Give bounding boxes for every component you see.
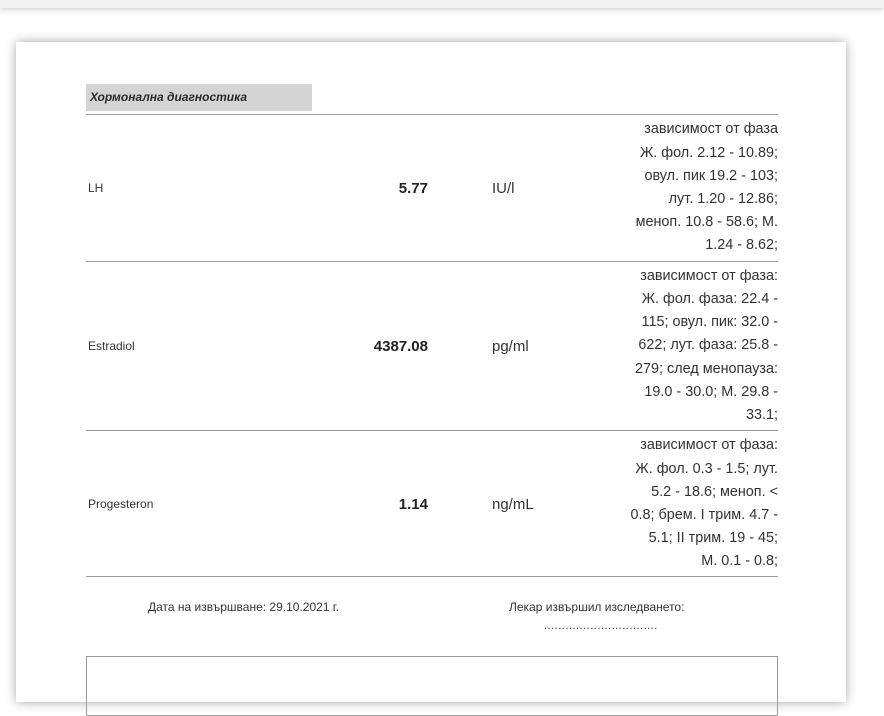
section-title: Хормонална диагностика — [86, 84, 312, 111]
reference-line: зависимост от фаза: — [640, 267, 778, 284]
reference-line: 115; овул. пик: 32.0 - — [641, 314, 778, 331]
notes-box — [86, 656, 778, 716]
reference-line: М. 0.1 - 0.8; — [701, 553, 778, 570]
table-row — [86, 432, 778, 576]
doctor-label: Лекар извършил изследването: — [509, 600, 685, 614]
reference-range — [602, 263, 778, 429]
test-name: Progesteron — [88, 497, 154, 511]
reference-line: 33.1; — [745, 407, 778, 423]
row-divider — [86, 261, 778, 262]
reference-line: зависимост от фаза — [644, 121, 778, 138]
test-name: Estradiol — [88, 339, 135, 353]
reference-line: меноп. 10.8 - 58.6; М. — [635, 214, 778, 231]
row-divider — [86, 430, 778, 431]
reference-line: Ж. фол. 2.12 - 10.89; — [639, 144, 778, 161]
test-value: 1.14 — [398, 495, 428, 513]
reference-line: Ж. фол. фаза: 22.4 - — [641, 290, 778, 307]
reference-line: овул. пик 19.2 - 103; — [644, 167, 778, 184]
reference-line: зависимост от фаза: — [640, 437, 778, 454]
reference-line: 19.0 - 30.0; М. 29.8 - — [644, 383, 778, 400]
test-unit: ng/mL — [492, 495, 534, 513]
test-unit: IU/l — [492, 179, 515, 197]
reference-line: 279; след менопауза: — [635, 360, 778, 377]
table-row — [86, 116, 778, 260]
table-bottom-divider — [86, 576, 778, 577]
reference-line: 622; лут. фаза: 25.8 - — [638, 337, 778, 354]
previous-page-edge — [0, 0, 884, 8]
table-top-divider — [86, 114, 778, 115]
document-page — [16, 42, 846, 702]
reference-range — [602, 116, 778, 260]
reference-line: 0.8; брем. I трим. 4.7 - — [630, 507, 778, 523]
reference-line: 1.24 - 8.62; — [705, 237, 778, 254]
reference-line: 5.2 - 18.6; меноп. < — [651, 483, 778, 500]
reference-line: Ж. фол. 0.3 - 1.5; лут. — [635, 460, 778, 477]
reference-line: лут. 1.20 - 12.86; — [668, 191, 778, 207]
execution-date: Дата на извършване: 29.10.2021 г. — [148, 600, 340, 614]
reference-range — [602, 432, 778, 576]
test-name: LH — [88, 181, 104, 195]
test-unit: pg/ml — [492, 337, 529, 355]
doctor-signature-line: ................................ — [544, 620, 658, 632]
test-value: 5.77 — [398, 179, 428, 197]
table-row — [86, 263, 778, 429]
reference-line: 5.1; II трим. 19 - 45; — [648, 530, 778, 547]
test-value: 4387.08 — [373, 337, 428, 355]
